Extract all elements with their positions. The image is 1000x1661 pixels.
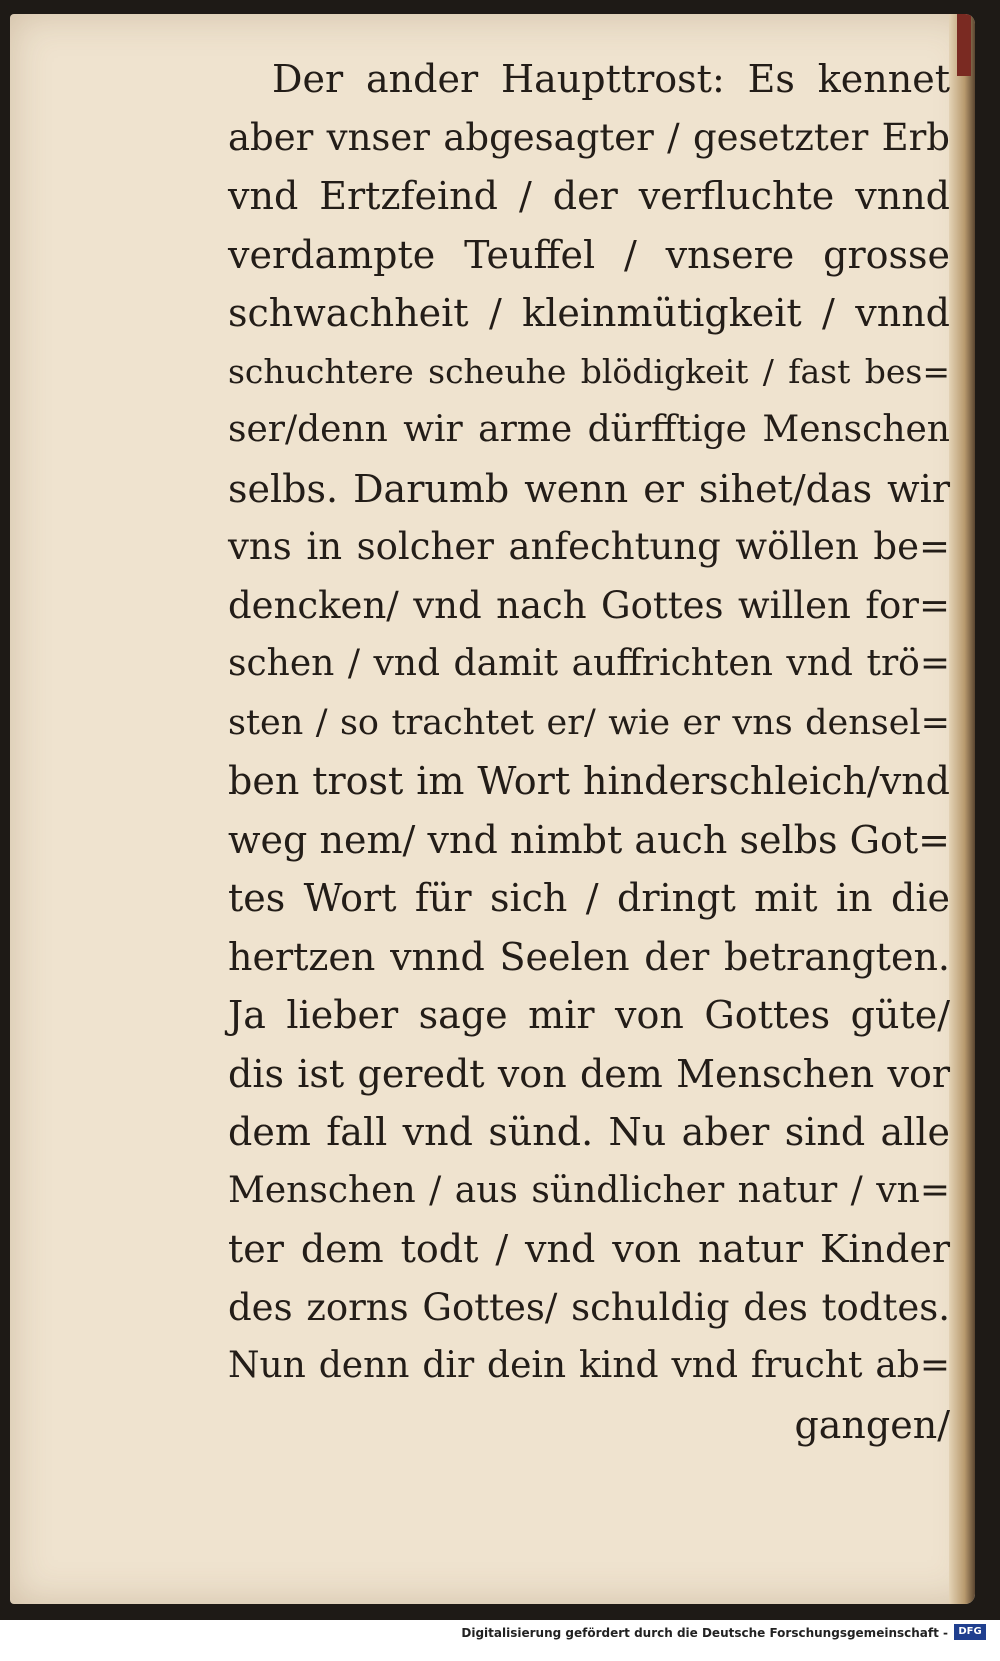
book-page bbox=[10, 14, 975, 1604]
text-line: Menschen / aus sündlicher natur / vn= bbox=[228, 1169, 950, 1211]
text-line: des zorns Gottes/ schuldig des todtes. bbox=[228, 1285, 950, 1329]
text-line: schwachheit / kleinmütigkeit / vnnd bbox=[228, 291, 950, 335]
text-line: ben trost im Wort hinderschleich/vnd bbox=[228, 759, 950, 803]
text-line: ter dem todt / vnd von natur Kinder bbox=[228, 1227, 950, 1271]
text-line: Ja lieber sage mir von Gottes güte/ bbox=[228, 993, 950, 1037]
text-line: schuchtere scheuhe blödigkeit / fast bes= bbox=[228, 351, 950, 391]
text-line: tes Wort für sich / dringt mit in die bbox=[228, 876, 950, 920]
text-line: vns in solcher anfechtung wöllen be= bbox=[228, 525, 950, 568]
body-text bbox=[228, 50, 950, 1454]
text-line: dem fall vnd sünd. Nu aber sind alle bbox=[228, 1110, 950, 1154]
catchword: gangen/ bbox=[794, 1402, 950, 1447]
bookmark-ribbon bbox=[957, 14, 971, 76]
dfg-logo: DFG bbox=[954, 1624, 986, 1640]
text-line: hertzen vnnd Seelen der betrangten. bbox=[228, 934, 950, 979]
page-edge bbox=[949, 14, 975, 1604]
text-line: Der ander Haupttrost: Es kennet bbox=[272, 57, 950, 101]
text-line: schen / vnd damit auffrichten vnd trö= bbox=[228, 643, 950, 684]
footer-bar bbox=[0, 1620, 1000, 1661]
text-line: dencken/ vnd nach Gottes willen for= bbox=[228, 583, 950, 627]
funding-notice: Digitalisierung gefördert durch die Deutsche Forschungsgemeinschaft - bbox=[461, 1626, 948, 1640]
text-line: ser/denn wir arme dürfftige Menschen bbox=[228, 409, 950, 450]
text-line: vnd Ertzfeind / der verfluchte vnnd bbox=[228, 174, 950, 218]
text-line: dis ist geredt von dem Menschen vor bbox=[228, 1051, 950, 1096]
text-line: sten / so trachtet er/ wie er vns densel= bbox=[228, 702, 950, 743]
text-line: weg nem/ vnd nimbt auch selbs Got= bbox=[228, 817, 950, 862]
text-line: selbs. Darumb wenn er sihet/das wir bbox=[228, 466, 950, 511]
text-line: aber vnser abgesagter / gesetzter Erb bbox=[228, 115, 950, 159]
text-line: verdampte Teuffel / vnsere grosse bbox=[228, 232, 950, 277]
text-line: Nun denn dir dein kind vnd frucht ab= bbox=[228, 1345, 950, 1386]
